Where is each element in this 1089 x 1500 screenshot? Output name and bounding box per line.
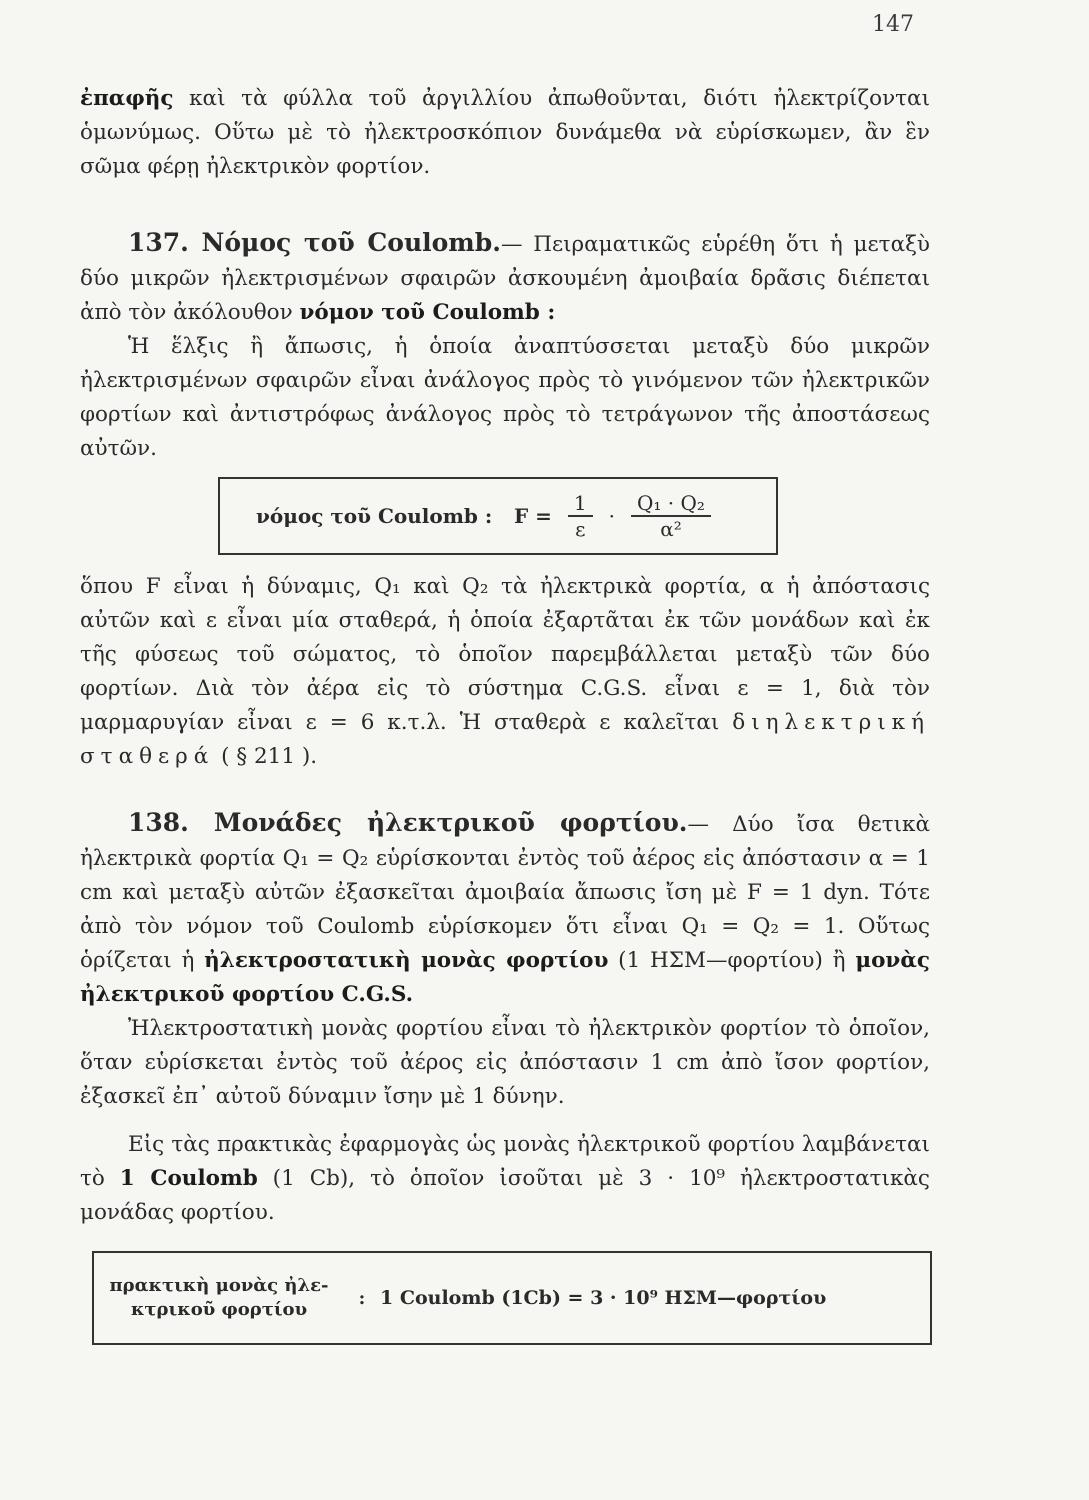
multiply-dot: · <box>608 504 616 528</box>
para1-lead: ἐπαφῆς <box>80 86 174 111</box>
esu-definition: Ἠλεκτροστατικὴ μονὰς φορτίου εἶναι τὸ ἠλεκτρικὸν φορτίον τὸ ὁποῖον, ὅταν εὑρίσκεται ἐντὸς τοῦ ἀέρος εἰς ἀπόστασιν 1 cm ἀπὸ ἴσον φορτίον, ἐξασκεῖ ἐπ᾽ αὐτοῦ δύναμιν ἴσην μὲ 1 δύνην. <box>80 1016 930 1109</box>
section-137 <box>80 226 930 466</box>
fraction-numerator: 1 <box>568 491 593 517</box>
fraction-charges-over-distance <box>631 491 711 541</box>
section-138 <box>80 806 930 1230</box>
unit-box-colon: : <box>358 1287 366 1309</box>
practical-unit-box <box>92 1251 932 1345</box>
unit-box-value: 1 Coulomb (1Cb) = 3 · 10⁹ ΗΣΜ—φορτίου <box>380 1287 827 1309</box>
formula-label: νόμος τοῦ Coulomb : <box>256 504 493 528</box>
formula-lhs: F = <box>514 504 552 528</box>
charges-numerator: Q₁ · Q₂ <box>631 491 711 517</box>
coulomb-term: 1 Coulomb <box>119 1166 258 1191</box>
coulomb-formula-box <box>218 477 778 555</box>
page-number: 147 <box>872 12 914 37</box>
unit-box-label <box>94 1274 344 1322</box>
distance-denominator: α² <box>660 517 682 541</box>
section-137-heading: 137. Νόμος τοῦ Coulomb. <box>128 228 501 257</box>
explanation-paragraph <box>80 570 930 774</box>
coulomb-law-name: νόμον τοῦ Coulomb : <box>299 300 556 325</box>
fraction-denominator: ε <box>575 517 586 541</box>
fraction-one-over-epsilon <box>568 491 593 541</box>
unit-box-label-line2: κτρικοῦ φορτίου <box>130 1299 308 1320</box>
section-138-text: — Δύο ἴσα θετικὰ ἠλεκτρικὰ φορτία Q₁ = Q₂ εὑρίσκονται ἐντὸς τοῦ ἀέρος εἰς ἀπόστασιν α = 1 cm καὶ μεταξὺ αὐτῶν ἐξασκεῖται ἀμοιβαία ἄπωσις ἴση μὲ F = 1 dyn. Τότε ἀπὸ τὸν νόμον τοῦ Coulomb εὑρίσκομεν ὅτι εἶναι Q₁ = Q₂ = 1. Οὕτως ὁρίζεται ἡ <box>80 812 930 973</box>
section-137-intro: — Πειραματικῶς εὑρέθη ὅτι ἡ μεταξὺ δύο μικρῶν ἠλεκτρισμένων σφαιρῶν ἀσκουμένη ἀμοιβαία δρᾶσις διέπεται ἀπὸ τὸν ἀκόλουθον <box>80 232 930 325</box>
explanation-reference: ( § 211 ). <box>214 744 318 769</box>
coulomb-law-statement: Ἡ ἕλξις ἢ ἄπωσις, ἡ ὁποία ἀναπτύσσεται μεταξὺ δύο μικρῶν ἠλεκτρισμένων σφαιρῶν εἶναι ἀνάλογος πρὸς τὸ γινόμενον τῶν ἠλεκτρικῶν φορτίων καὶ ἀντιστρόφως ἀνάλογος πρὸς τὸ τετράγωνον τῆς ἀποστάσεως αὐτῶν. <box>80 334 930 461</box>
section-138-text-2: (1 ΗΣΜ—φορτίου) ἢ <box>608 948 856 973</box>
cgs-unit-term: μονὰς ἠλεκτρικοῦ φορτίου C.G.S. <box>80 948 930 1007</box>
dielectric-constant-term: διηλεκτρική σταθερά <box>80 710 930 769</box>
explanation-text: ὅπου F εἶναι ἡ δύναμις, Q₁ καὶ Q₂ τὰ ἠλεκτρικὰ φορτία, α ἡ ἀπόστασις αὐτῶν καὶ ε εἶναι μία σταθερά, ἡ ὁποία ἐξαρτᾶται ἐκ τῶν μονάδων καὶ ἐκ τῆς φύσεως τοῦ σώματος, τὸ ὁποῖον παρεμβάλλεται μεταξὺ τῶν δύο φορτίων. Διὰ τὸν ἀέρα εἰς τὸ σύστημα C.G.S. εἶναι ε = 1, διὰ τὸν μαρμαρυγίαν εἶναι ε = 6 κ.τ.λ. Ἡ σταθερὰ ε καλεῖται <box>80 574 930 735</box>
unit-box-label-line1: πρακτικὴ μονὰς ἠλε- <box>109 1275 329 1296</box>
section-138-heading: 138. Μονάδες ἠλεκτρικοῦ φορτίου. <box>128 808 688 837</box>
practical-text-2: (1 Cb), τὸ ὁποῖον ἰσοῦται μὲ 3 · 10⁹ ἠλεκτροστατικὰς μονάδας φορτίου. <box>80 1166 930 1225</box>
practical-text: Εἰς τὰς πρακτικὰς ἐφαρμογὰς ὡς μονὰς ἠλεκτρικοῦ φορτίου λαμβάνεται τὸ <box>80 1132 930 1191</box>
para1-text: καὶ τὰ φύλλα τοῦ ἀργιλλίου ἀπωθοῦνται, διότι ἠλεκτρίζονται ὁμωνύμως. Οὕτω μὲ τὸ ἠλεκτροσκόπιον δυνάμεθα νὰ εὑρίσκωμεν, ἂν ἓν σῶμα φέρῃ ἠλεκτρικὸν φορτίον. <box>80 86 930 179</box>
opening-paragraph <box>80 82 930 184</box>
esu-term: ἠλεκτροστατικὴ μονὰς φορτίου <box>204 948 609 973</box>
